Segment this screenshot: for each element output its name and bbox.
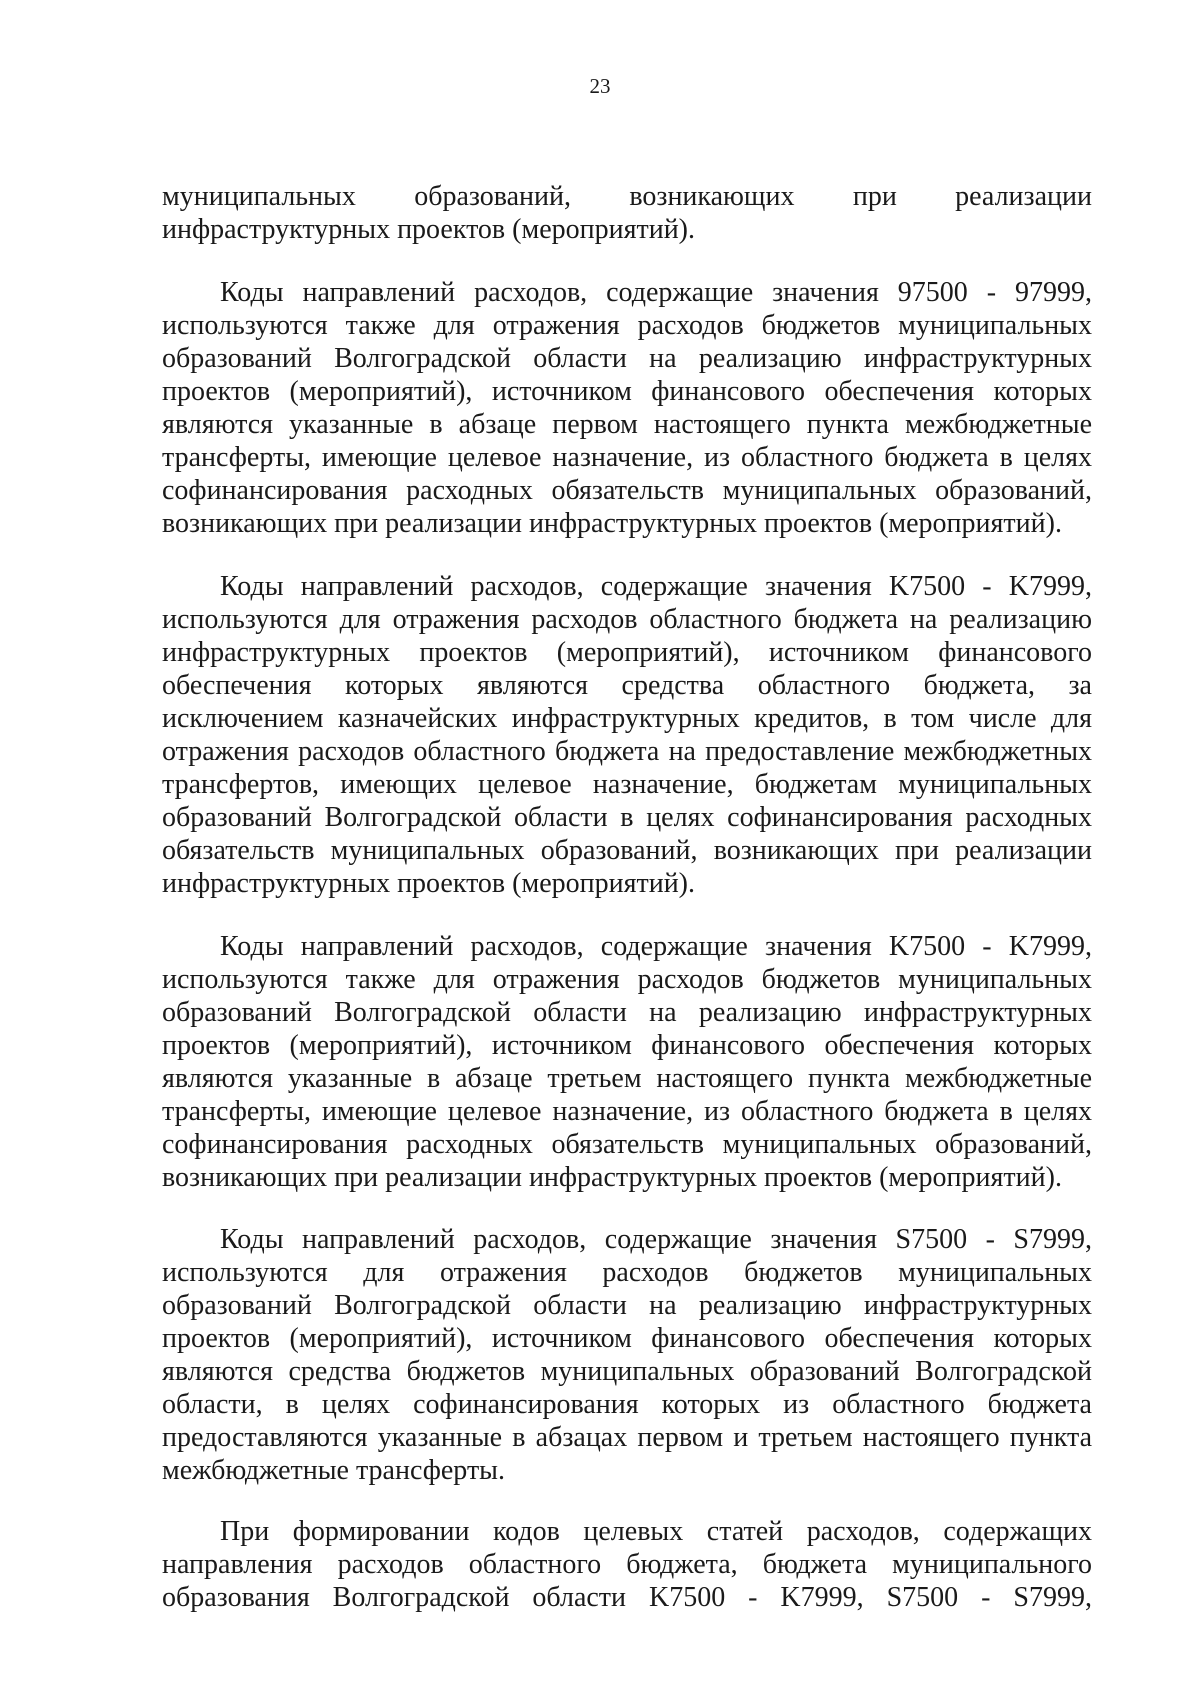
paragraph-codes-k7500-municipal [162,930,1092,1194]
paragraph-text: Коды направлений расходов, содержащие значения S7500 - S7999, используются для отражения расходов бюджетов муниципальных образований Волгоградской области на реализацию инфраструктурных проектов (мероприятий), источником финансового обеспечения которых являются средства бюджетов муниципальных образований Волгоградской области, в целях софинансирования которых из областного бюджета предоставляются указанные в абзацах первом и третьем настоящего пункта межбюджетные трансферты. [162,1224,1092,1486]
paragraph-codes-s7500 [162,1223,1092,1487]
paragraph-codes-97500 [162,276,1092,540]
paragraph-text: муниципальных образований, возникающих при реализации инфраструктурных проектов (мероприятий). [162,181,1092,245]
paragraph-text: Коды направлений расходов, содержащие значения K7500 - K7999, используются для отражения расходов областного бюджета на реализацию инфраструктурных проектов (мероприятий), источником финансового обеспечения которых являются средства областного бюджета, за исключением казначейских инфраструктурных кредитов, в том числе для отражения расходов областного бюджета на предоставление межбюджетных трансфертов, имеющих целевое назначение, бюджетам муниципальных образований Волгоградской области в целях софинансирования расходных обязательств муниципальных образований, возникающих при реализации инфраструктурных проектов (мероприятий). [162,571,1092,899]
paragraph-text: Коды направлений расходов, содержащие значения 97500 - 97999, используются также для отражения расходов бюджетов муниципальных образований Волгоградской области на реализацию инфраструктурных проектов (мероприятий), источником финансового обеспечения которых являются указанные в абзаце первом настоящего пункта межбюджетные трансферты, имеющие целевое назначение, из областного бюджета в целях софинансирования расходных обязательств муниципальных образований, возникающих при реализации инфраструктурных проектов (мероприятий). [162,277,1092,539]
paragraph-text: При формировании кодов целевых статей расходов, содержащих направления расходов областного бюджета, бюджета муниципального образования Волгоградской области K7500 - K7999, S7500 - S7999, [162,1516,1092,1613]
paragraph-target-codes [162,1515,1092,1614]
paragraph-codes-k7500-regional [162,570,1092,900]
page-number: 23 [589,74,611,98]
paragraph-continuation [162,180,1092,246]
paragraph-text: Коды направлений расходов, содержащие значения K7500 - K7999, используются также для отражения расходов бюджетов муниципальных образований Волгоградской области на реализацию инфраструктурных проектов (мероприятий), источником финансового обеспечения которых являются указанные в абзаце третьем настоящего пункта межбюджетные трансферты, имеющие целевое назначение, из областного бюджета в целях софинансирования расходных обязательств муниципальных образований, возникающих при реализации инфраструктурных проектов (мероприятий). [162,931,1092,1193]
